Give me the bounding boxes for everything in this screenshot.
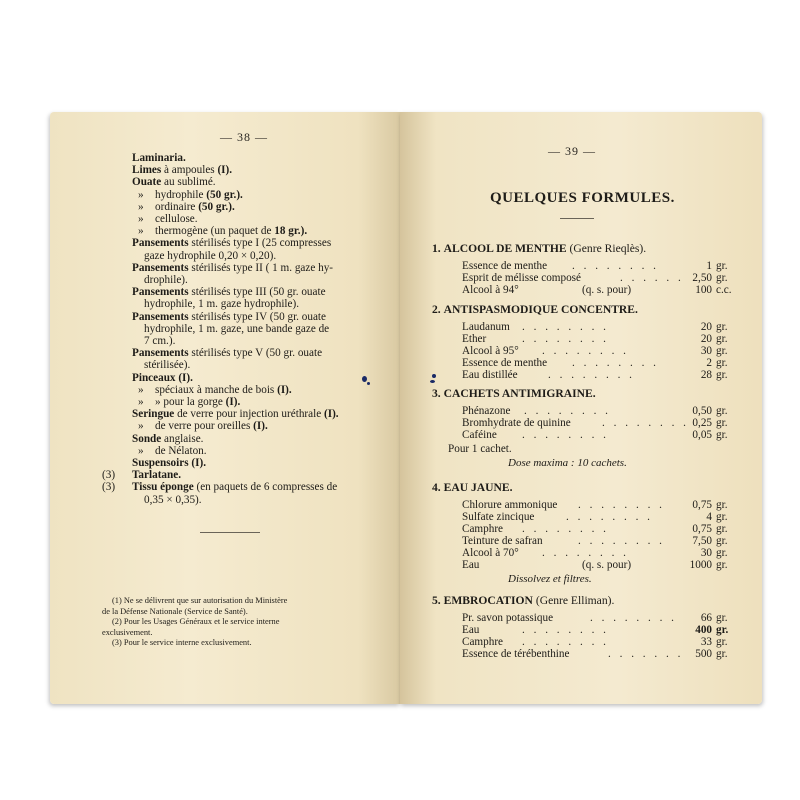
ingredient-name: Chlorure ammonique xyxy=(462,499,558,511)
formula-number: 3. xyxy=(432,387,441,400)
ingredient-quantity: 100 xyxy=(695,284,712,296)
ingredient-name: Caféine xyxy=(462,429,497,441)
ditto-mark: » xyxy=(138,200,144,213)
item-line xyxy=(155,225,307,237)
ingredient-name: Essence de menthe xyxy=(462,260,548,272)
text-run: (50 gr.). xyxy=(198,200,235,213)
leader-dots: . . . . . . . . xyxy=(566,511,653,523)
footnote-ref: (3) xyxy=(102,481,116,494)
ditto-mark: » xyxy=(138,225,144,238)
text-run: anglaise. xyxy=(161,432,204,445)
text-run: (50 gr.). xyxy=(206,188,243,201)
footnote-line: exclusivement. xyxy=(102,627,153,637)
page-number: — 38 — xyxy=(220,130,268,144)
ditto-mark: » xyxy=(138,444,144,457)
text-run: hydrophile, 1 m. gaze hydrophile). xyxy=(144,298,300,311)
ingredient-quantity: 0,75 xyxy=(692,523,712,535)
ingredient-unit: gr. xyxy=(716,333,728,345)
ingredient-name: Sulfate zincique xyxy=(462,511,535,523)
formula-name: ANTISPASMODIQUE CONCENTRE. xyxy=(443,303,638,316)
text-run: Suspensoirs xyxy=(132,457,189,469)
leader-dots: . . . . . . . . xyxy=(548,369,635,381)
ingredient-quantity: 66 xyxy=(700,612,712,624)
ditto-mark: » xyxy=(138,396,144,408)
ingredient-unit: gr. xyxy=(716,260,728,272)
item-line xyxy=(155,201,235,213)
ingredient-unit: gr. xyxy=(716,405,728,417)
leader-dots: . . . . . . . . xyxy=(542,345,629,357)
text-run: Seringue xyxy=(132,408,175,421)
ingredient-quantity: 28 xyxy=(700,369,712,381)
text-run: au sublimé. xyxy=(161,176,216,189)
item-line xyxy=(155,384,292,396)
text-run: ordinaire xyxy=(155,200,199,213)
leader-dots: . . . . . . . . xyxy=(522,429,609,441)
ingredient-row xyxy=(462,260,740,272)
item-line xyxy=(144,250,276,262)
item-line xyxy=(132,311,326,323)
ditto-mark: » xyxy=(138,188,144,201)
ink-mark xyxy=(362,376,367,382)
formula-number: 2. xyxy=(432,303,441,316)
text-run: stérilisés type I (25 compresses xyxy=(188,237,332,250)
ingredient-quantity: 0,50 xyxy=(692,405,712,417)
ingredient-row xyxy=(462,357,740,369)
leader-dots: . . . . . . . . xyxy=(522,624,609,636)
formula-name: EAU JAUNE. xyxy=(443,481,513,494)
text-run: drophile). xyxy=(144,274,188,286)
formula-number: 5. xyxy=(432,594,441,607)
item-line xyxy=(155,445,207,457)
ingredient-row xyxy=(462,345,740,357)
ingredient-quantity: 33 xyxy=(700,636,712,648)
ingredient-row xyxy=(462,511,740,523)
text-run: stérilisés type II ( 1 m. gaze hy- xyxy=(188,261,334,274)
ingredient-unit: gr. xyxy=(716,417,728,429)
ingredient-quantity: 500 xyxy=(695,648,712,660)
text-run: Pansements xyxy=(132,237,189,250)
ingredient-row xyxy=(462,547,740,559)
item-line xyxy=(144,335,175,347)
text-run: (I). xyxy=(178,371,193,384)
text-run: Laminaria. xyxy=(132,152,186,164)
ingredient-row xyxy=(462,405,740,417)
text-run: hydrophile xyxy=(155,188,207,201)
leader-dots: . . . . . . . . xyxy=(524,405,611,417)
ingredient-name: Teinture de safran xyxy=(462,535,543,547)
ingredient-name: Pr. savon potassique xyxy=(462,612,554,624)
ingredient-row xyxy=(462,499,740,511)
item-line xyxy=(155,213,198,225)
text-run: Pansements xyxy=(132,310,189,323)
ingredient-name: Alcool à 94° xyxy=(462,284,519,296)
ingredient-quantity: 30 xyxy=(700,547,712,559)
text-run: stérilisée). xyxy=(144,359,191,372)
ditto-mark: » xyxy=(138,383,144,396)
text-run: stérilisés type IV (50 gr. ouate xyxy=(188,310,326,323)
ingredient-row xyxy=(462,648,740,660)
text-run: spéciaux à manche de bois xyxy=(155,383,278,396)
ditto-mark: » xyxy=(138,213,144,225)
ingredient-name: Alcool à 70° xyxy=(462,547,519,559)
ingredient-name: Laudanum xyxy=(462,321,510,333)
leader-dots: . . . . . . . . xyxy=(522,333,609,345)
formula-number: 1. xyxy=(432,242,441,255)
text-run: 7 cm.). xyxy=(144,335,176,347)
text-run: stérilisés type III (50 gr. ouate xyxy=(188,286,326,299)
formula-heading xyxy=(432,595,614,607)
ingredient-row xyxy=(462,559,740,571)
text-run: de Nélaton. xyxy=(155,444,207,457)
text-run: Tarlatane. xyxy=(132,469,181,482)
text-run: 18 gr.). xyxy=(274,225,308,238)
ingredient-quantity: 400 xyxy=(695,624,712,636)
text-run: (I). xyxy=(324,408,339,421)
text-run: Sonde xyxy=(132,432,162,445)
ingredient-row xyxy=(462,417,740,429)
open-book xyxy=(50,112,762,704)
item-line xyxy=(132,237,331,249)
item-line xyxy=(144,323,329,335)
item-line xyxy=(132,408,339,420)
text-run: thermogène (un paquet de xyxy=(155,225,275,238)
ingredient-quantity: 30 xyxy=(700,345,712,357)
text-run: Ouate xyxy=(132,176,162,189)
text-run: de verre pour oreilles xyxy=(155,420,254,433)
item-line xyxy=(132,176,216,188)
text-run: (I). xyxy=(217,164,233,177)
ingredient-row xyxy=(462,284,740,296)
formula-heading xyxy=(432,304,638,316)
footnote-line: (2) Pour les Usages Généraux et le service interne xyxy=(112,617,280,626)
ingredient-name: Bromhydrate de quinine xyxy=(462,417,571,429)
leader-dots: . . . . . . . . xyxy=(602,417,689,429)
text-run: Tissu xyxy=(132,481,158,494)
ingredient-row xyxy=(462,369,740,381)
ingredient-name: Camphre xyxy=(462,523,504,535)
ingredient-row xyxy=(462,333,740,345)
ingredient-name: Phénazone xyxy=(462,405,511,417)
item-line xyxy=(155,420,268,432)
separator-rule xyxy=(200,532,260,533)
formula-instruction: Dissolvez et filtres. xyxy=(508,573,592,585)
ingredient-note: (q. s. pour) xyxy=(582,284,632,296)
text-run: Pansements xyxy=(132,286,189,299)
formula-heading xyxy=(432,482,513,494)
ingredient-row xyxy=(462,624,740,636)
formula-remark: Pour 1 cachet. xyxy=(448,443,512,455)
page-number: — 39 — xyxy=(548,144,596,158)
leader-dots: . . . . . . . . xyxy=(542,547,629,559)
ingredient-quantity: 1000 xyxy=(689,559,712,571)
ingredient-name: Essence de menthe xyxy=(462,357,548,369)
text-run: hydrophile, 1 m. gaze, une bande gaze de xyxy=(144,322,330,335)
title-rule xyxy=(560,218,594,219)
item-line xyxy=(144,298,299,310)
leader-dots: . . . . . . . . xyxy=(578,499,665,511)
leader-dots: . . . . . . . . xyxy=(572,260,659,272)
text-run: stérilisés type V (50 gr. ouate xyxy=(188,347,323,360)
ingredient-quantity: 2 xyxy=(706,357,712,369)
footnote-line: (1) Ne se délivrent que sur autorisation du Ministère xyxy=(112,596,288,605)
ingredient-name: Eau xyxy=(462,624,480,636)
text-run: (I). xyxy=(277,383,292,396)
ingredient-unit: gr. xyxy=(716,357,728,369)
ingredient-unit: gr. xyxy=(716,523,728,535)
leader-dots: . . . . . . . . xyxy=(590,612,677,624)
leader-dots: . . . . . . . . xyxy=(572,357,659,369)
ink-mark xyxy=(430,380,435,383)
formula-heading xyxy=(432,388,596,400)
item-line xyxy=(132,262,333,274)
ingredient-name: Essence de térébenthine xyxy=(462,648,570,660)
text-run: gaze hydrophile 0,20 × 0,20). xyxy=(144,249,277,262)
footnote-ref: (3) xyxy=(102,469,116,482)
item-line xyxy=(155,189,243,201)
ingredient-row xyxy=(462,429,740,441)
ingredient-unit: gr. xyxy=(716,547,728,559)
ingredient-unit: gr. xyxy=(716,272,728,284)
formula-name: EMBROCATION xyxy=(443,594,533,607)
ingredient-unit: gr. xyxy=(716,612,728,624)
formula-name: CACHETS ANTIMIGRAINE. xyxy=(443,387,596,400)
item-line xyxy=(144,494,202,506)
text-run: Pansements xyxy=(132,261,189,274)
item-line xyxy=(155,396,240,408)
footnote-line: de la Défense Nationale (Service de Santé). xyxy=(102,606,248,616)
leader-dots: . . . . . . xyxy=(620,272,684,284)
ingredient-name: Camphre xyxy=(462,636,504,648)
page-title: QUELQUES FORMULES. xyxy=(490,190,675,206)
text-run: à ampoules xyxy=(161,164,218,177)
leader-dots: . . . . . . . xyxy=(608,648,684,660)
formula-number: 4. xyxy=(432,481,441,494)
leader-dots: . . . . . . . . xyxy=(522,523,609,535)
text-run: 0,35 × 0,35). xyxy=(144,493,202,506)
ingredient-unit: gr. xyxy=(716,624,729,636)
item-line xyxy=(132,347,322,359)
ingredient-row xyxy=(462,636,740,648)
ingredient-quantity: 2,50 xyxy=(692,272,712,284)
ingredient-unit: gr. xyxy=(716,345,728,357)
ingredient-unit: c.c. xyxy=(716,284,732,296)
ingredient-row xyxy=(462,321,740,333)
ingredient-quantity: 0,75 xyxy=(692,499,712,511)
ingredient-name: Ether xyxy=(462,333,487,345)
ingredient-name: Alcool à 95° xyxy=(462,345,519,357)
text-run: » pour la gorge xyxy=(155,396,226,408)
ingredient-row xyxy=(462,523,740,535)
formula-heading xyxy=(432,243,646,255)
footnote-line: (3) Pour le service interne exclusivement. xyxy=(112,638,252,647)
text-run: Pinceaux xyxy=(132,371,176,384)
ingredient-unit: gr. xyxy=(716,321,728,333)
ingredient-note: (q. s. pour) xyxy=(582,559,632,571)
ingredient-quantity: 4 xyxy=(706,511,712,523)
ink-mark xyxy=(432,374,436,378)
item-line xyxy=(132,164,232,176)
text-run: (I). xyxy=(225,396,241,408)
ingredient-unit: gr. xyxy=(716,559,728,571)
formula-note: (Genre Elliman). xyxy=(532,594,615,607)
ingredient-row xyxy=(462,535,740,547)
leader-dots: . . . . . . . . xyxy=(578,535,665,547)
item-line xyxy=(132,152,186,164)
text-run: éponge xyxy=(160,481,194,494)
ingredient-unit: gr. xyxy=(716,511,728,523)
ingredient-row xyxy=(462,612,740,624)
text-run: Pansements xyxy=(132,347,189,360)
item-line xyxy=(132,469,181,481)
item-line xyxy=(144,359,190,371)
text-run: de verre pour injection uréthrale xyxy=(174,408,324,421)
text-run: cellulose. xyxy=(155,213,198,225)
text-run: Limes xyxy=(132,164,162,177)
text-run: (en paquets de 6 compresses de xyxy=(193,481,338,494)
ingredient-unit: gr. xyxy=(716,535,728,547)
item-line xyxy=(132,433,203,445)
ingredient-name: Eau distillée xyxy=(462,369,518,381)
ingredient-unit: gr. xyxy=(716,636,728,648)
ink-mark xyxy=(367,382,370,385)
ingredient-unit: gr. xyxy=(716,648,728,660)
ingredient-quantity: 0,25 xyxy=(692,417,712,429)
formula-instruction: Dose maxima : 10 cachets. xyxy=(508,457,627,469)
ingredient-quantity: 0,05 xyxy=(692,429,712,441)
leader-dots: . . . . . . . . xyxy=(522,636,609,648)
right-page xyxy=(400,112,762,704)
ingredient-name: Esprit de mélisse composé xyxy=(462,272,581,284)
left-page xyxy=(50,112,400,704)
ingredient-row xyxy=(462,272,740,284)
ingredient-unit: gr. xyxy=(716,429,728,441)
item-line xyxy=(132,286,326,298)
text-run: (I). xyxy=(191,457,206,469)
item-line xyxy=(132,372,193,384)
item-line xyxy=(132,481,337,493)
item-line xyxy=(132,457,206,469)
ingredient-quantity: 1 xyxy=(706,260,712,272)
ingredient-quantity: 20 xyxy=(700,333,712,345)
ingredient-unit: gr. xyxy=(716,369,728,381)
ingredient-quantity: 7,50 xyxy=(692,535,712,547)
leader-dots: . . . . . . . . xyxy=(522,321,609,333)
text-run: (I). xyxy=(253,420,268,433)
ditto-mark: » xyxy=(138,420,144,433)
ingredient-quantity: 20 xyxy=(700,321,712,333)
formula-name: ALCOOL DE MENTHE xyxy=(443,242,567,255)
formula-note: (Genre Rieqlès). xyxy=(566,242,647,255)
ingredient-name: Eau xyxy=(462,559,480,571)
item-line xyxy=(144,274,188,286)
ingredient-unit: gr. xyxy=(716,499,728,511)
